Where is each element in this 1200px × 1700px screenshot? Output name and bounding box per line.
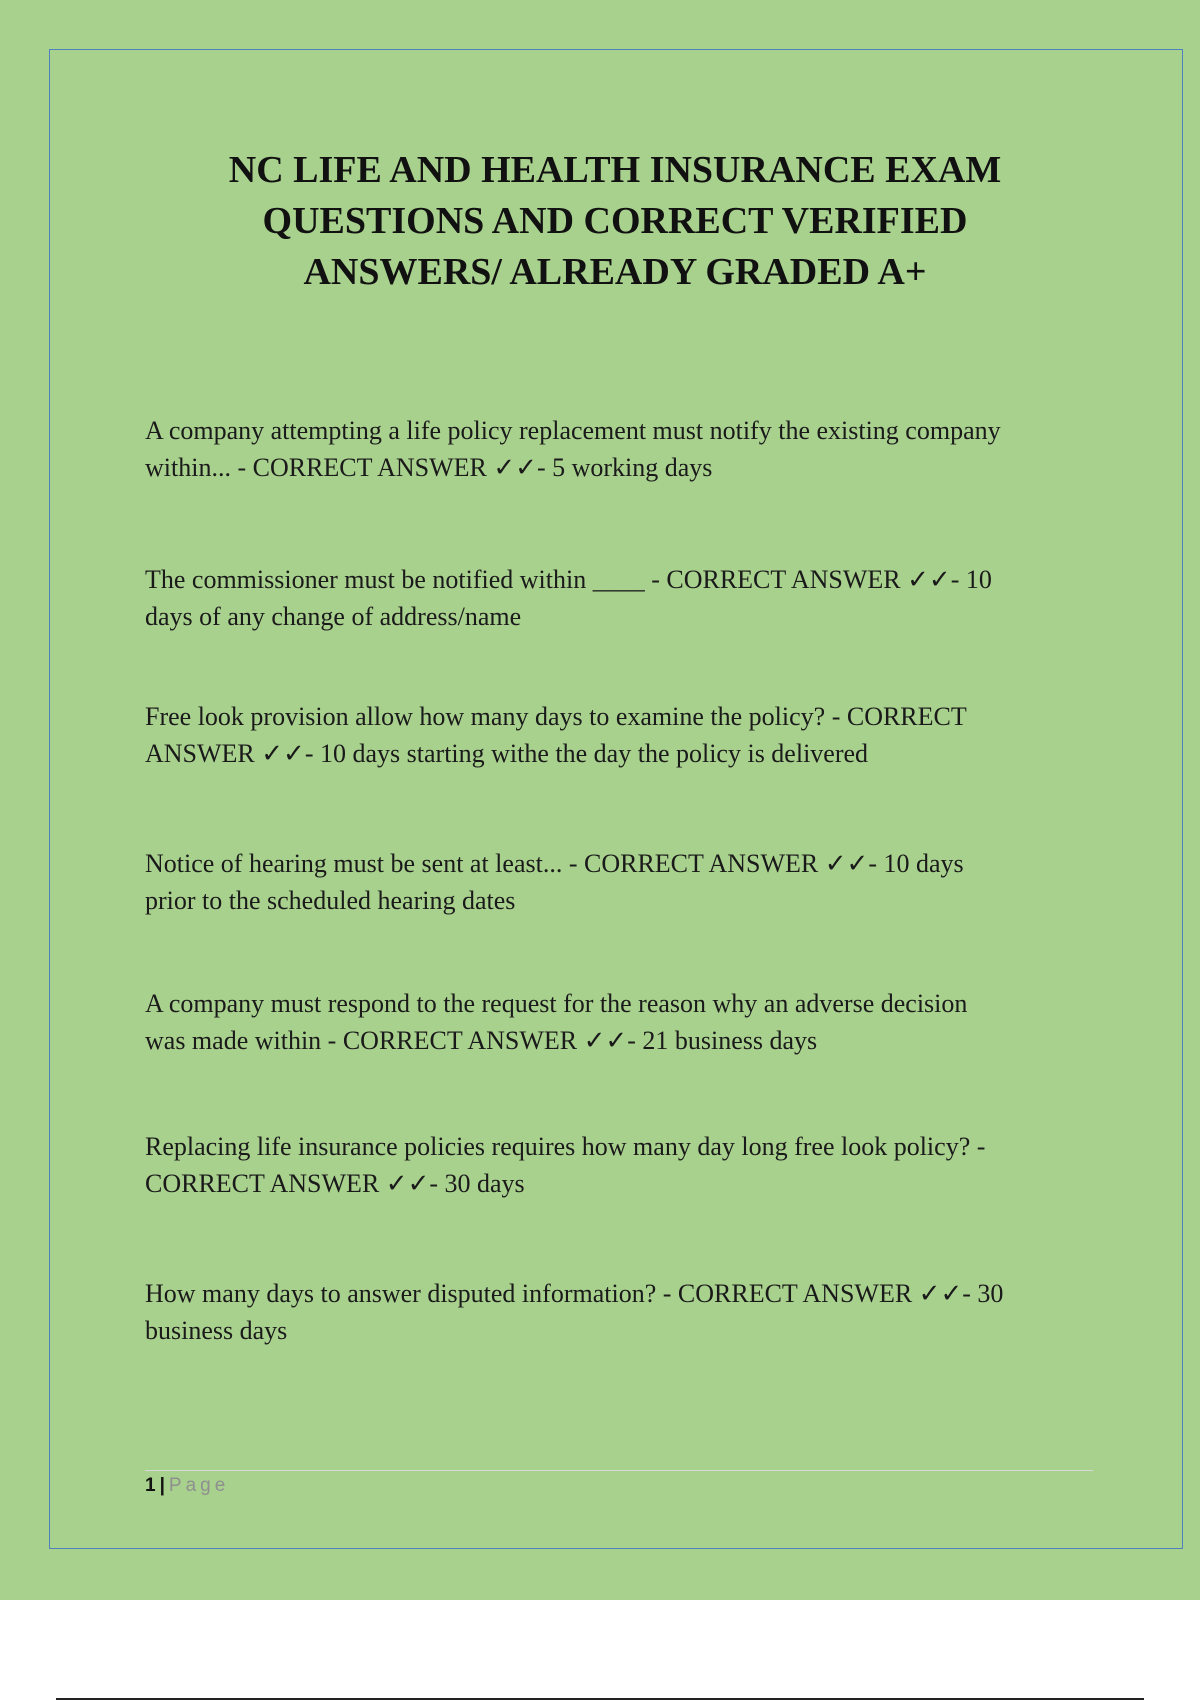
qa-line: days of any change of address/name <box>145 602 522 631</box>
qa-line: prior to the scheduled hearing dates <box>145 886 516 915</box>
qa-item <box>145 1275 1095 1349</box>
qa-line: business days <box>145 1316 288 1345</box>
qa-item <box>145 985 1095 1059</box>
qa-line: within... - CORRECT ANSWER ✓✓- 5 working days <box>145 453 713 482</box>
page-footer <box>145 1473 229 1499</box>
qa-item <box>145 845 1095 919</box>
qa-line: was made within - CORRECT ANSWER ✓✓- 21 business days <box>145 1026 818 1055</box>
qa-line: A company must respond to the request for the reason why an adverse decision <box>145 989 968 1018</box>
qa-line: How many days to answer disputed information? - CORRECT ANSWER ✓✓- 30 <box>145 1279 1004 1308</box>
qa-item <box>145 698 1095 772</box>
qa-item <box>145 1128 1095 1202</box>
qa-item <box>145 412 1095 486</box>
page-number: 1 <box>145 1475 156 1496</box>
page-separator: | <box>159 1475 165 1496</box>
document-title <box>130 145 1100 298</box>
title-line: ANSWERS/ ALREADY GRADED A+ <box>303 251 927 293</box>
qa-line: Notice of hearing must be sent at least... - CORRECT ANSWER ✓✓- 10 days <box>145 849 964 878</box>
qa-line: Free look provision allow how many days to examine the policy? - CORRECT <box>145 702 967 731</box>
title-line: QUESTIONS AND CORRECT VERIFIED <box>262 200 968 242</box>
page-label: Page <box>168 1475 230 1496</box>
qa-item <box>145 561 1095 635</box>
qa-line: Replacing life insurance policies requires how many day long free look policy? - <box>145 1132 986 1161</box>
title-line: NC LIFE AND HEALTH INSURANCE EXAM <box>228 149 1002 191</box>
qa-line: The commissioner must be notified within ____ - CORRECT ANSWER ✓✓- 10 <box>145 565 992 594</box>
qa-line: ANSWER ✓✓- 10 days starting withe the day the policy is delivered <box>145 739 869 768</box>
qa-line: CORRECT ANSWER ✓✓- 30 days <box>145 1169 525 1198</box>
footer-divider <box>145 1470 1093 1471</box>
qa-line: A company attempting a life policy replacement must notify the existing company <box>145 416 1001 445</box>
